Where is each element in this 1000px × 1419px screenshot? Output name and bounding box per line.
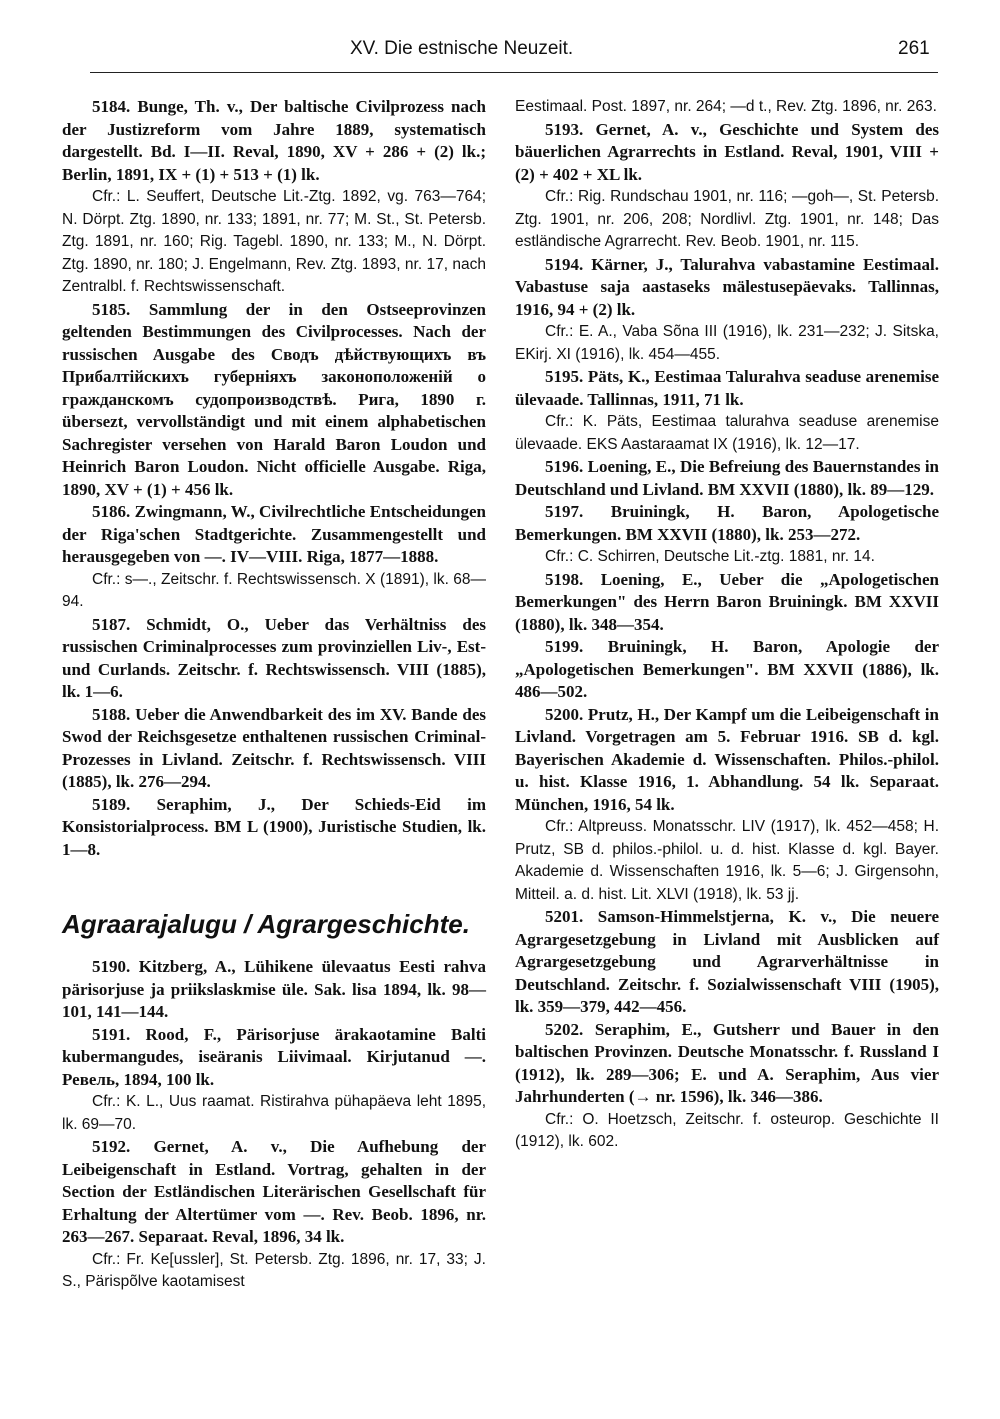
entry-5193-cfr: Cfr.: Rig. Rundschau 1901, nr. 116; —goh—, St. Petersb. Ztg. 1901, nr. 206, 208; Nordlivl. Ztg. 1901, nr. 148; Das estländische Agrarrecht. Rev. Beob. 1901, nr. 115.	[515, 188, 939, 250]
page-number: 261	[898, 38, 930, 59]
entry-5200: 5200. Prutz, H., Der Kampf um die Leibeigenschaft in Livland. Vorgetragen am 5. Februar 1916. SB d. kgl. Bayerischen Akademie d. Wissenschaften. Philos.-philol. u. hist. Klasse 1916, 1. Abhandlung. 54 lk. Separaat. München, 1916, 54 lk.	[515, 704, 939, 814]
entry-5192-cfr: Cfr.: Fr. Ke[ussler], St. Petersb. Ztg. 1896, nr. 17, 33; J. S., Pärispõlve kaotamisest	[62, 1250, 486, 1290]
running-head	[0, 30, 1000, 70]
entry-5186: 5186. Zwingmann, W., Civilrechtliche Entscheidungen der Riga'schen Stadtgerichte. Zusammengestellt und herausgegeben von —. IV—VIII. Riga, 1877—1888.	[62, 502, 486, 566]
entry-5200-cfr: Cfr.: Altpreuss. Monatsschr. LIV (1917), lk. 452—458; H. Prutz, SB d. philos.-philol. u. d. hist. Klasse d. kgl. Bayer. Akademie d. Wissenschaften 1916, lk. 5—6; J. Girgensohn, Mitteil. a. d. hist. Lit. XLVI (1918), lk. 53 jj.	[515, 818, 939, 903]
header-rule	[90, 72, 938, 73]
entry-5195: 5195. Päts, K., Eestimaa Talurahva seaduse arenemise ülevaade. Tallinnas, 1911, 71 lk.	[515, 367, 939, 409]
entry-5202: 5202. Seraphim, E., Gutsherr und Bauer in den baltischen Provinzen. Deutsche Monatsschr. f. Russland I (1912), lk. 289—306; E. und A. Seraphim, Aus vier Jahrhunderten (→ nr. 1596), lk. 346—386.	[515, 1019, 939, 1106]
entry-5184: 5184. Bunge, Th. v., Der baltische Civilprozess nach der Justizreform vom Jahre 1889, systematisch dargestellt. Bd. I—II. Reval, 1890, XV + 286 + (2) lk.; Berlin, 1891, IX + (1) + 513 + (1) lk.	[62, 97, 486, 184]
section-heading: Agraarajalugu / Agrargeschichte.	[62, 909, 470, 939]
entry-5185: 5185. Sammlung der in den Ostseeprovinzen geltenden Bestimmungen des Civilprocesses. Nach der russischen Ausgabe des Сводъ дѣйствующихъ въ Прибалтійскихъ губерніяхъ законоположеній о гражданскомъ судопроизводствѣ. Рига, 1890 г. übersezt, vervollständigt und mit einem alphabetischen Sachregister versehen von Harald Baron Loudon und Heinrich Baron Loudon. Nicht officielle Ausgabe. Riga, 1890, XV + (1) + 456 lk.	[62, 299, 486, 499]
entry-5202-cfr: Cfr.: O. Hoetzsch, Zeitschr. f. osteurop. Geschichte II (1912), lk. 602.	[515, 1110, 939, 1150]
entry-5192: 5192. Gernet, A. v., Die Aufhebung der Leibeigenschaft in Estland. Vortrag, gehalten in der Section der Estländischen Literärischen Gesellschaft für Erhaltung der Altertümer vom —. Rev. Beob. 1896, nr. 263—267. Separaat. Reval, 1896, 34 lk.	[62, 1137, 486, 1246]
entry-5193: 5193. Gernet, A. v., Geschichte und System des bäuerlichen Agrarrechts in Estland. Reval, 1901, VIII + (2) + 402 + XL lk.	[515, 119, 939, 184]
entry-5190: 5190. Kitzberg, A., Lühikene ülevaatus Eesti rahva pärisorjuse ja priikslaskmise üle. Sak. lisa 1894, lk. 98—101, 141—144.	[62, 957, 486, 1021]
entry-5195-cfr: Cfr.: K. Päts, Eestimaa talurahva seaduse arenemise ülevaade. EKS Aastaraamat IX (1916), lk. 12—17.	[515, 413, 939, 453]
entry-5194: 5194. Kärner, J., Talurahva vabastamine Eestimaal. Vabastuse saja aastaseks mälestusepäevaks. Tallinnas, 1916, 94 + (2) lk.	[515, 254, 939, 319]
entry-5194-cfr: Cfr.: E. A., Vaba Sõna III (1916), lk. 231—232; J. Sitska, EKirj. XI (1916), lk. 454—455.	[515, 323, 939, 363]
entry-5189: 5189. Seraphim, J., Der Schieds-Eid im Konsistorialprocess. BM L (1900), Juristische Studien, lk. 1—8.	[62, 794, 486, 859]
entry-5188: 5188. Ueber die Anwendbarkeit des im XV. Bande des Swod der Reichsgesetze enthaltenen russischen Criminal-Prozesses in Livland. Zeitschr. f. Rechtswissensch. VIII (1885), lk. 276—294.	[62, 704, 486, 791]
entry-5191-cfr: Cfr.: K. L., Uus raamat. Ristirahva pühapäeva leht 1895, lk. 69—70.	[62, 1093, 486, 1133]
entry-5196: 5196. Loening, E., Die Befreiung des Bauernstandes in Deutschland und Livland. BM XXVII (1880), lk. 89—129.	[515, 457, 939, 499]
entry-5197: 5197. Bruiningk, H. Baron, Apologetische Bemerkungen. BM XXVII (1880), lk. 253—272.	[515, 502, 939, 544]
entry-5191: 5191. Rood, F., Pärisorjuse ärakaotamine Balti kubermangudes, iseäranis Liivimaal. Kirjutanud —. Ревель, 1894, 100 lk.	[62, 1024, 486, 1089]
entry-5184-cfr: Cfr.: L. Seuffert, Deutsche Lit.-Ztg. 1892, vg. 763—764; N. Dörpt. Ztg. 1890, nr. 133; 1891, nr. 77; M. St., St. Petersb. Ztg. 1891, nr. 160; Rig. Tagebl. 1890, nr. 133; M., N. Dörpt. Ztg. 1890, nr. 180; J. Engelmann, Rev. Ztg. 1893, nr. 17, nach Zentralbl. f. Rechtswissenschaft.	[62, 188, 486, 295]
running-title: XV. Die estnische Neuzeit.	[350, 38, 574, 59]
entry-5201: 5201. Samson-Himmelstjerna, K. v., Die neuere Agrargesetzgebung in Livland mit Ausblicken auf Agrargesetzgebung und Agrarverhältnisse in Deutschland. Zeitschr. f. Sozialwissenschaft VIII (1905), lk. 359—379, 442—456.	[515, 907, 939, 1016]
right-column	[515, 96, 939, 1154]
entry-5199: 5199. Bruiningk, H. Baron, Apologie der „Apologetischen Bemerkungen". BM XXVII (1886), lk. 486—502.	[515, 637, 939, 701]
entry-5192-cfr-continued: Eestimaal. Post. 1897, nr. 264; —d t., Rev. Ztg. 1896, nr. 263.	[515, 98, 937, 115]
entry-5187: 5187. Schmidt, O., Ueber das Verhältniss des russischen Criminalprocesses zum provinziellen Liv-, Est- und Curlands. Zeitschr. f. Rechtswissensch. VIII (1885), lk. 1—6.	[62, 614, 486, 701]
entry-5197-cfr: Cfr.: C. Schirren, Deutsche Lit.-ztg. 1881, nr. 14.	[545, 548, 875, 565]
left-column	[62, 96, 486, 1294]
entry-5186-cfr: Cfr.: s—., Zeitschr. f. Rechtswissensch. X (1891), lk. 68—94.	[62, 570, 486, 610]
entry-5198: 5198. Loening, E., Ueber die „Apologetischen Bemerkungen" des Herrn Baron Bruiningk. BM XXVII (1880), lk. 348—354.	[515, 569, 939, 634]
